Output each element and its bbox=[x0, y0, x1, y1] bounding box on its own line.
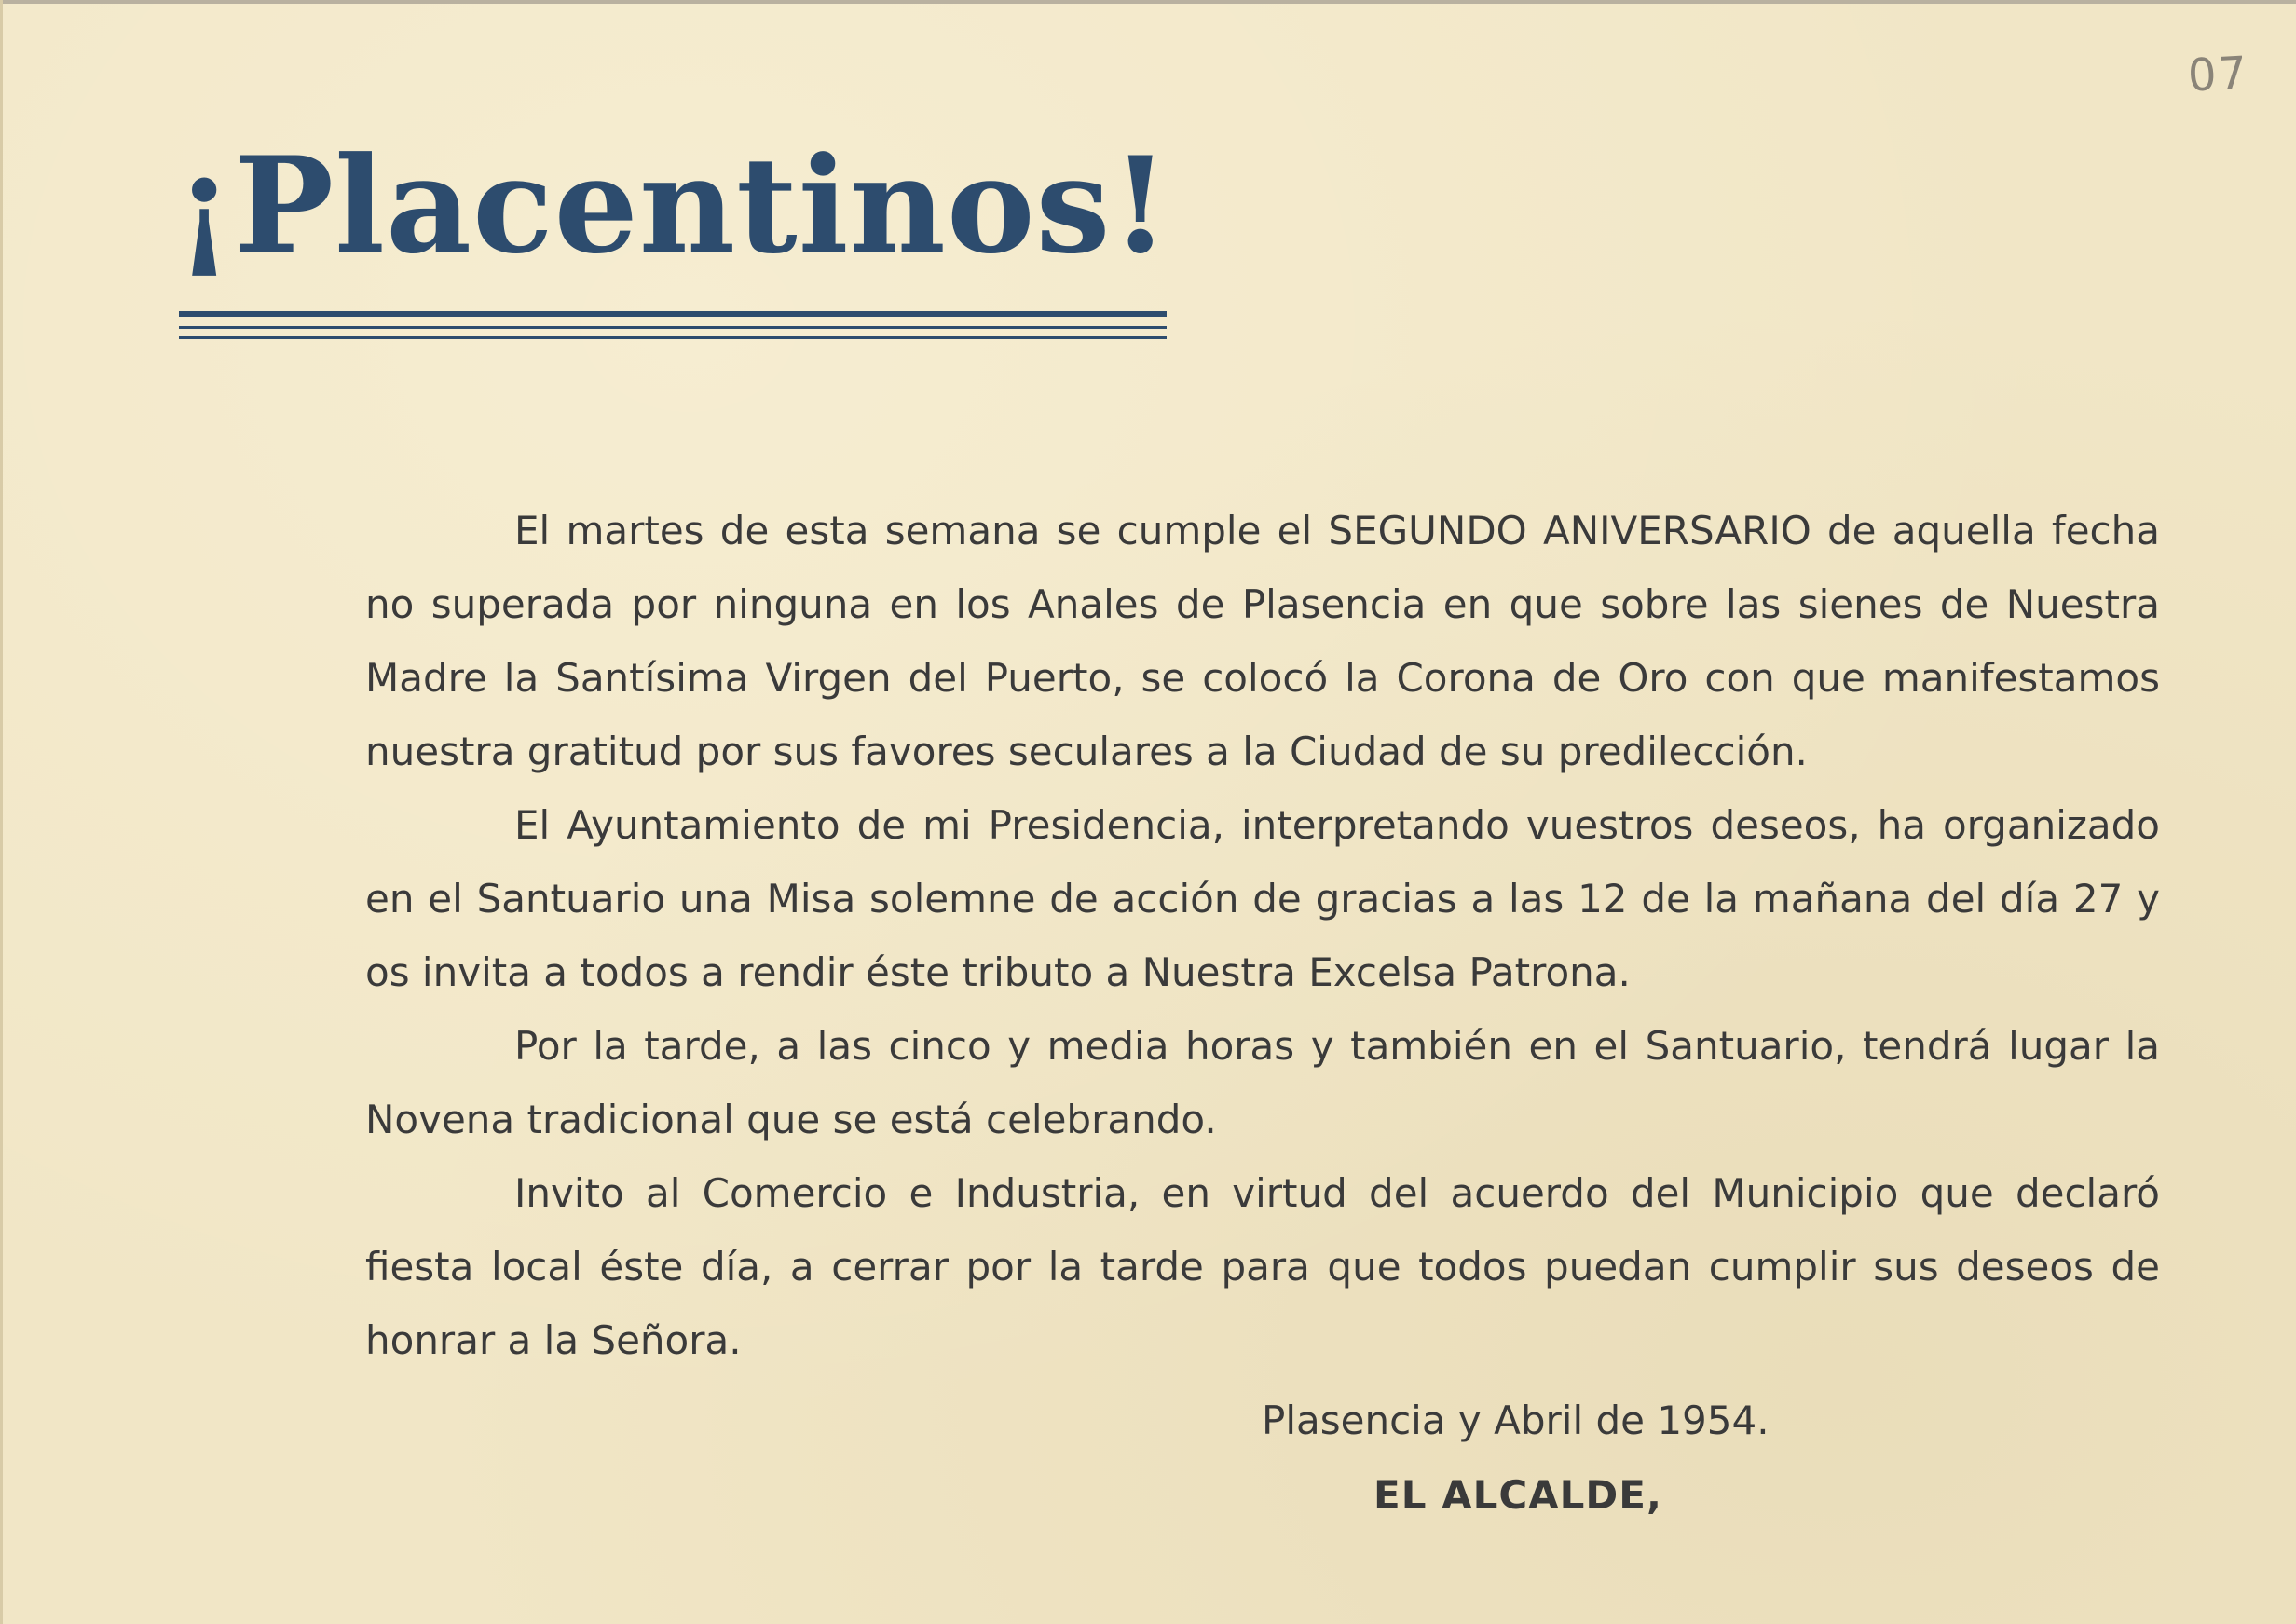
paragraph-novena: Por la tarde, a las cinco y media horas y también en el Santuario, tendrá lugar la Novena tradicional que se está celebrando. bbox=[365, 1023, 2160, 1142]
headline-rule-thin bbox=[179, 336, 1167, 339]
paragraph-commerce: Invito al Comercio e Industria, en virtud del acuerdo del Municipio que declaró fiesta local éste día, a cerrar por la tarde para que todos puedan cumplir sus deseos de honrar a la Señora. bbox=[365, 1170, 2160, 1363]
corner-page-mark: 07 bbox=[2186, 47, 2250, 102]
place-date: Plasencia y Abril de 1954. bbox=[1262, 1398, 1770, 1443]
scan-left-edge bbox=[0, 0, 3, 1624]
scan-top-edge bbox=[0, 0, 2296, 4]
headline-rule-thick bbox=[179, 311, 1167, 317]
paragraph-mass: El Ayuntamiento de mi Presidencia, interpretando vuestros deseos, ha organizado en el Santuario una Misa solemne de acción de gracias a las 12 de la mañana del día 27 y os invita a todos a rendir éste tributo a Nuestra Excelsa Patrona. bbox=[365, 802, 2160, 995]
headline: ¡Placentinos! bbox=[175, 129, 1170, 283]
headline-rule-thin bbox=[179, 326, 1167, 329]
paragraph-anniversary: El martes de esta semana se cumple el SEGUNDO ANIVERSARIO de aquella fecha no superada por ninguna en los Anales de Plasencia en que sobre las sienes de Nuestra Madre la Santísima Virgen del Puerto, se colocó la Corona de Oro con que manifestamos nuestra gratitud por sus favores seculares a la Ciudad de su predilección. bbox=[365, 508, 2160, 774]
signature-title: EL ALCALDE, bbox=[1374, 1472, 1662, 1518]
proclamation-body bbox=[365, 494, 2160, 1377]
